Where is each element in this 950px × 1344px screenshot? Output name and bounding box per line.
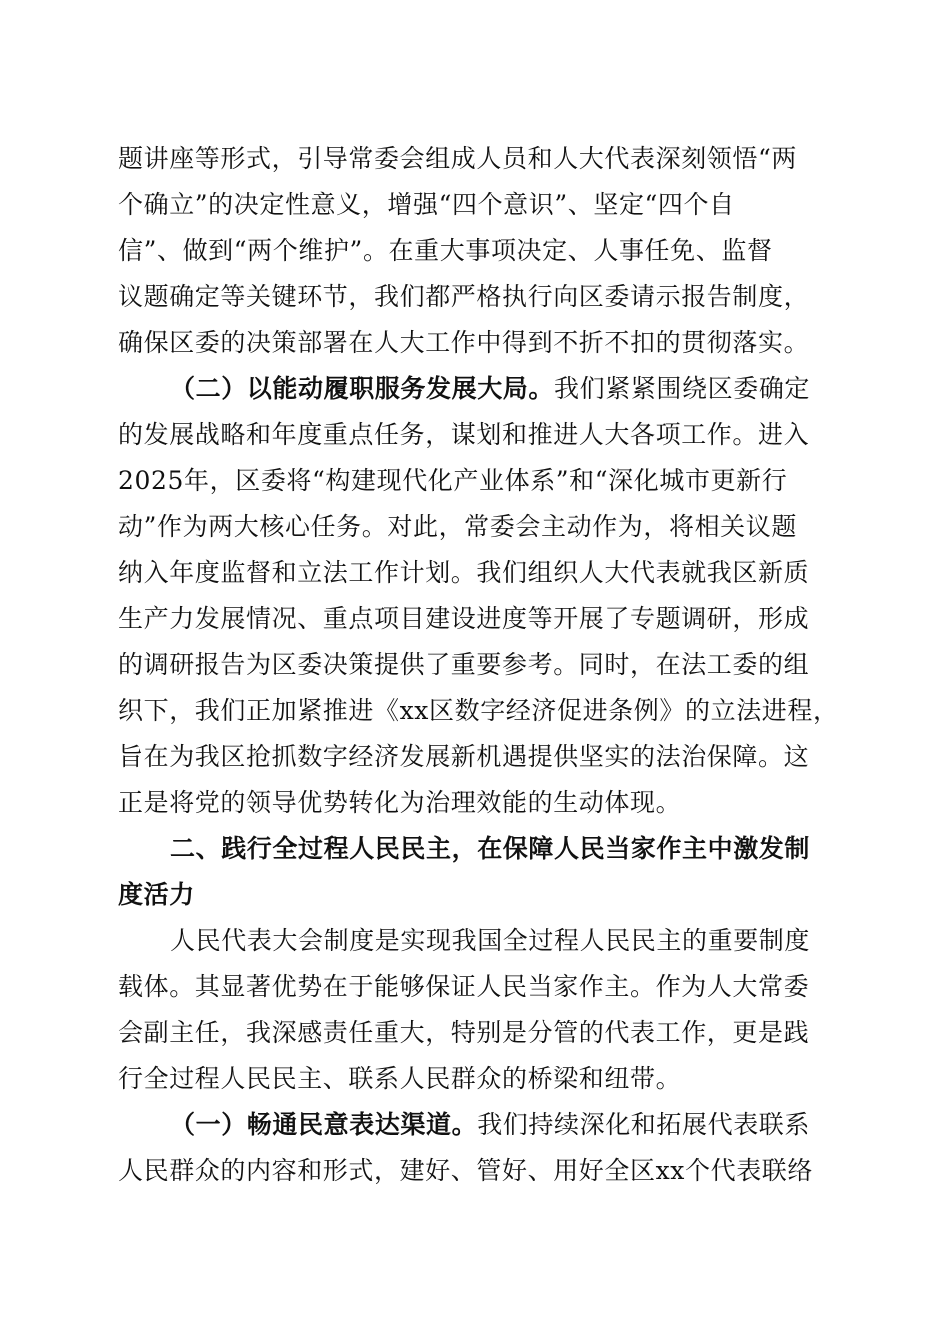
paragraph-line: 确保区委的决策部署在人大工作中得到不折不扣的贯彻落实。 bbox=[118, 328, 810, 357]
paragraph-line: 正是将党的领导优势转化为治理效能的生动体现。 bbox=[118, 788, 682, 817]
subsection-2-title: （二）以能动履职服务发展大局。 bbox=[170, 374, 555, 403]
paragraph-line: 动”作为两大核心任务。对此，常委会主动作为，将相关议题 bbox=[118, 512, 797, 541]
paragraph-line: 信”、做到“两个维护”。在重大事项决定、人事任免、监督 bbox=[118, 236, 773, 265]
paragraph-line: 旨在为我区抢抓数字经济发展新机遇提供坚实的法治保障。这 bbox=[118, 742, 810, 771]
subsection-1-text: 我们持续深化和拓展代表联系 bbox=[477, 1110, 811, 1139]
paragraph-line: 2025年，区委将“构建现代化产业体系”和“深化城市更新行 bbox=[118, 466, 788, 495]
subsection-2-text: 我们紧紧围绕区委确定 bbox=[554, 374, 811, 403]
paragraph-line: 人民群众的内容和形式，建好、管好、用好全区xx个代表联络 bbox=[118, 1156, 814, 1185]
paragraph-line: 个确立”的决定性意义，增强“四个意识”、坚定“四个自 bbox=[118, 190, 735, 219]
section-heading: 二、践行全过程人民民主，在保障人民当家作主中激发制 bbox=[170, 834, 811, 863]
paragraph-line: 题讲座等形式，引导常委会组成人员和人大代表深刻领悟“两 bbox=[118, 144, 797, 173]
paragraph-line: 议题确定等关键环节，我们都严格执行向区委请示报告制度， bbox=[118, 282, 810, 311]
subsection-1-first-line bbox=[170, 1103, 832, 1147]
paragraph-line: 生产力发展情况、重点项目建设进度等开展了专题调研，形成 bbox=[118, 604, 810, 633]
paragraph-line: 人民代表大会制度是实现我国全过程人民民主的重要制度 bbox=[170, 926, 811, 955]
section-heading-continued: 度活力 bbox=[118, 880, 195, 909]
paragraph-line: 行全过程人民民主、联系人民群众的桥梁和纽带。 bbox=[118, 1064, 682, 1093]
paragraph-line: 纳入年度监督和立法工作计划。我们组织人大代表就我区新质 bbox=[118, 558, 810, 587]
subsection-2-first-line bbox=[170, 367, 832, 411]
subsection-1-title: （一）畅通民意表达渠道。 bbox=[170, 1110, 478, 1139]
paragraph-line: 的调研报告为区委决策提供了重要参考。同时，在法工委的组 bbox=[118, 650, 810, 679]
paragraph-line: 的发展战略和年度重点任务，谋划和推进人大各项工作。进入 bbox=[118, 420, 810, 449]
paragraph-line: 织下，我们正加紧推进《xx区数字经济促进条例》的立法进程， bbox=[118, 696, 839, 725]
paragraph-line: 载体。其显著优势在于能够保证人民当家作主。作为人大常委 bbox=[118, 972, 810, 1001]
paragraph-line: 会副主任，我深感责任重大，特别是分管的代表工作，更是践 bbox=[118, 1018, 810, 1047]
